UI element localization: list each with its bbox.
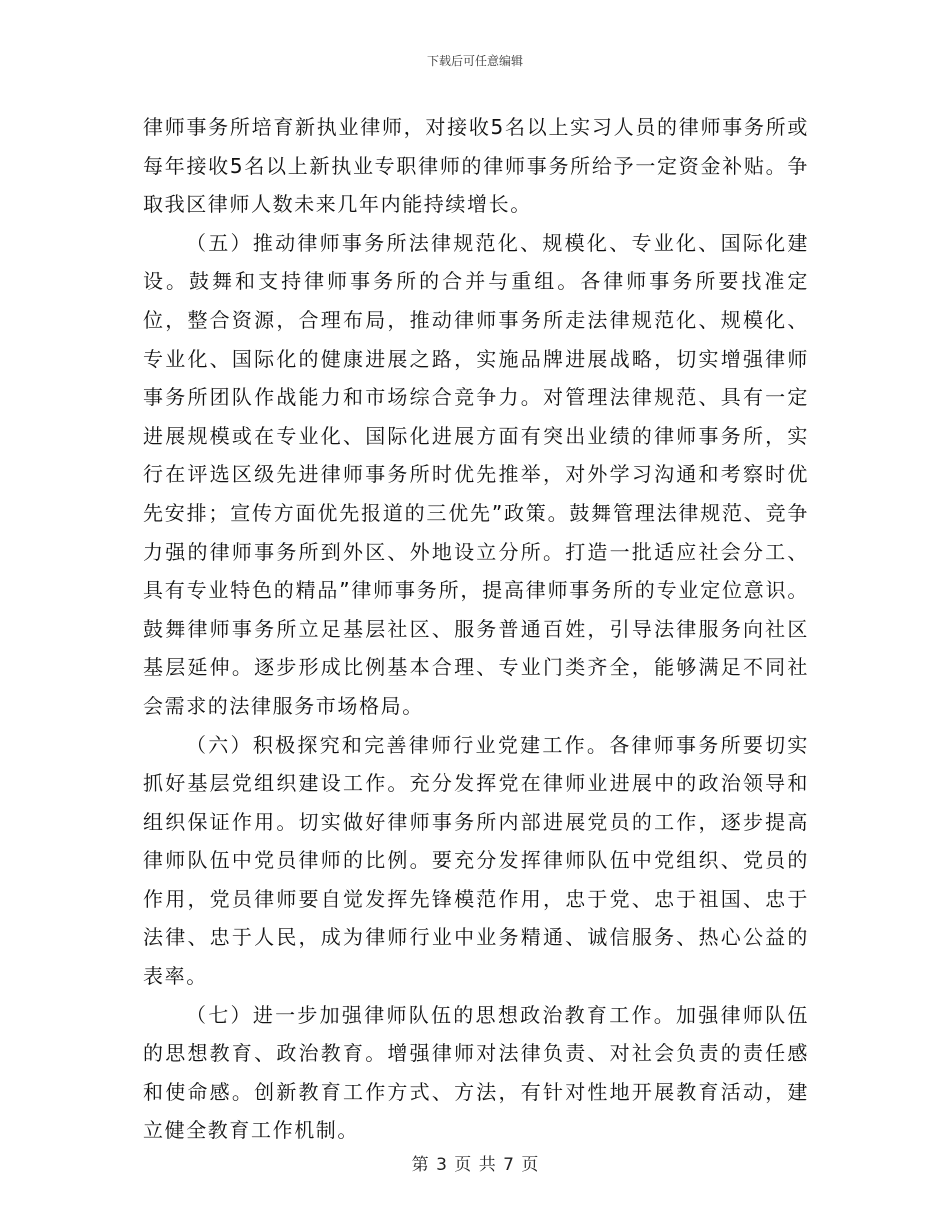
paragraph-section-7: （七）进一步加强律师队伍的思想政治教育工作。加强律师队伍的思想教育、政治教育。增强律师对法律负责、对社会负责的责任感和使命感。创新教育工作方式、方法，有针对性地开展教育活动，建立健全教育工作机制。	[143, 1002, 809, 1143]
paragraph-continuation: 律师事务所培育新执业律师，对接收5名以上实习人员的律师事务所或每年接收5名以上新执业专职律师的律师事务所给予一定资金补贴。争取我区律师人数未来几年内能持续增长。	[143, 115, 809, 217]
page-header-note: 下载后可任意编辑	[426, 54, 523, 68]
paragraph-section-5: （五）推动律师事务所法律规范化、规模化、专业化、国际化建设。鼓舞和支持律师事务所的合并与重组。各律师事务所要找准定位，整合资源，合理布局，推动律师事务所走法律规范化、规模化、专业化、国际化的健康进展之路，实施品牌进展战略，切实增强律师事务所团队作战能力和市场综合竞争力。对管理法律规范、具有一定进展规模或在专业化、国际化进展方面有突出业绩的律师事务所，实行在评选区级先进律师事务所时优先推举，对外学习沟通和考察时优先安排；宣传方面优先报道的三优先”政策。鼓舞管理法律规范、竞争力强的律师事务所到外区、外地设立分所。打造一批适应社会分工、具有专业特色的精品”律师事务所，提高律师事务所的专业定位意识。鼓舞律师事务所立足基层社区、服务普通百姓，引导法律服务向社区基层延伸。逐步形成比例基本合理、专业门类齐全，能够满足不同社会需求的法律服务市场格局。	[143, 230, 809, 718]
document-body	[143, 108, 809, 1150]
page-number-footer: 第 3 页 共 7 页	[411, 1155, 539, 1175]
paragraph-section-6: （六）积极探究和完善律师行业党建工作。各律师事务所要切实抓好基层党组织建设工作。充分发挥党在律师业进展中的政治领导和组织保证作用。切实做好律师事务所内部进展党员的工作，逐步提高律师队伍中党员律师的比例。要充分发挥律师队伍中党组织、党员的作用，党员律师要自觉发挥先锋模范作用，忠于党、忠于祖国、忠于法律、忠于人民，成为律师行业中业务精通、诚信服务、热心公益的表率。	[143, 732, 809, 989]
